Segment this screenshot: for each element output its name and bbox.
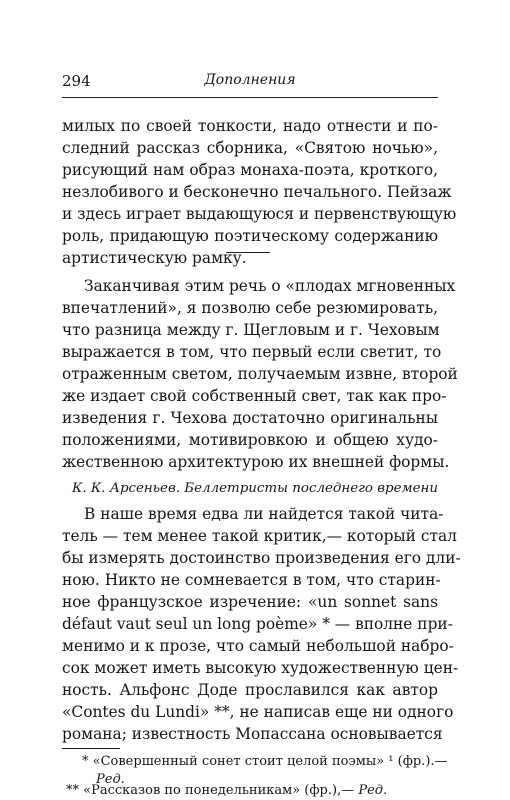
- text-line: артистическую рамку.: [62, 249, 247, 267]
- running-title: Дополнения: [204, 72, 296, 88]
- text-line: ное французское изречение: «un sonnet sans: [62, 593, 438, 611]
- text-line: рисующий нам образ монаха-поэта, кроткого,: [62, 161, 438, 179]
- text-line: тель — тем менее такой критик,— который стал: [62, 527, 457, 545]
- text-line: ною. Никто не сомневается в том, что старин-: [62, 571, 441, 589]
- footnote-rule: [62, 748, 120, 749]
- footnote-1-editor: Ред.: [96, 772, 125, 787]
- footnote-2-mark: **: [66, 783, 79, 798]
- text-line: Заканчивая этим речь о «плодах мгновенных: [84, 277, 456, 295]
- text-line: défaut vaut seul un long poème» * — вполне при-: [62, 615, 453, 633]
- footnote-2-editor: Ред.: [358, 783, 388, 798]
- footnote-1: [82, 752, 448, 771]
- footnote-1-mark: *: [82, 754, 89, 769]
- header-rule: [62, 97, 438, 98]
- text-line: отраженным светом, получаемым извне, второй: [62, 365, 458, 383]
- footnote-1-text: «Совершенный сонет стоит целой поэмы» ¹ (фр.).—: [92, 754, 448, 769]
- text-line: положениями, мотивировкою и общею худо-: [62, 431, 438, 449]
- text-line: следний рассказ сборника, «Святою ночью»,: [62, 139, 438, 157]
- text-line: милых по своей тонкости, надо отнести и по-: [62, 117, 438, 135]
- section-heading: К. К. Арсеньев. Беллетристы последнего времени: [72, 481, 438, 496]
- text-line: жественною архитектурою их внешней формы.: [62, 453, 450, 471]
- text-line: сок может иметь высокую художественную цен-: [62, 659, 459, 677]
- footnote-2: [66, 781, 387, 800]
- text-line: «Contes du Lundi» **, не написав еще ни одного: [62, 703, 454, 721]
- text-line: ность. Альфонс Доде прославился как автор: [62, 681, 438, 699]
- text-line: романа; известность Мопассана основывается: [62, 725, 443, 743]
- text-line: впечатлений», я позволю себе резюмировать,: [62, 299, 438, 317]
- text-line: менимо и к прозе, что самый небольшой набро-: [62, 637, 454, 655]
- text-line: В наше время едва ли найдется такой чита-: [84, 505, 444, 523]
- text-line: что разница между г. Щегловым и г. Чеховым: [62, 321, 440, 339]
- text-line: изведения г. Чехова достаточно оригинальны: [62, 409, 438, 427]
- text-line: роль, придающую поэтическому содержанию: [62, 227, 438, 245]
- text-line: и здесь играет выдающуюся и первенствующую: [62, 205, 457, 223]
- text-line: выражается в том, что первый если светит, то: [62, 343, 442, 361]
- footnote-2-text: «Рассказов по понедельникам» (фр.),—: [83, 783, 355, 798]
- text-line: же издает свой собственный свет, так как про-: [62, 387, 447, 405]
- page-header: [62, 72, 438, 94]
- text-line: бы измерять достоинство произведения его дли-: [62, 549, 461, 567]
- text-line: незлобивого и бесконечно печального. Пейзаж: [62, 183, 452, 201]
- section-separator: [226, 252, 270, 253]
- page-number: 294: [62, 72, 91, 90]
